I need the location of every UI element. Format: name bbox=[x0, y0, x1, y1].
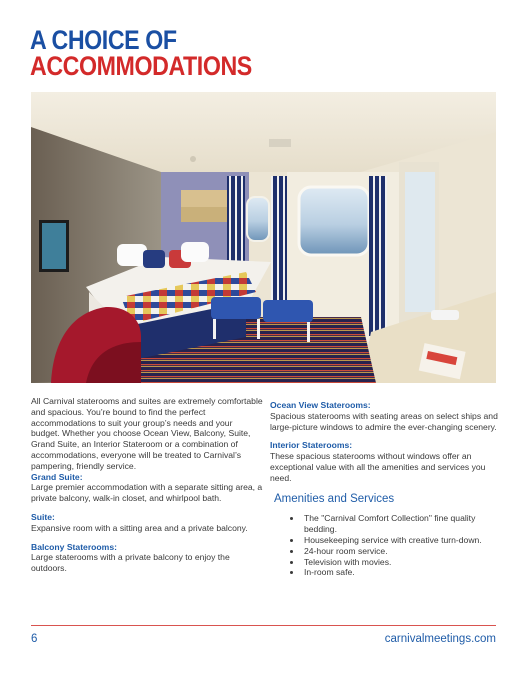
room-ocean-view bbox=[270, 400, 502, 432]
room-title: Interior Staterooms: bbox=[270, 440, 353, 451]
room-description: Large staterooms with a private balcony to enjoy the outdoors. bbox=[31, 552, 230, 574]
room-suite bbox=[31, 512, 263, 534]
amenities-title: Amenities and Services bbox=[274, 492, 395, 505]
intro-paragraph: All Carnival staterooms and suites are extremely comfortable and spacious. You’re bound to find the perfect accommodations to suit your group’s needs and your budget. Whether you choose Ocean View, Balcony, Suite, Grand Suite, an Interior Stateroom or a combination of accommodations, everyone will be treated to Carnival’s pampering, friendly service. bbox=[31, 396, 263, 471]
right-column bbox=[270, 400, 502, 578]
room-balcony bbox=[31, 542, 263, 574]
room-description: These spacious staterooms without windows offer an exceptional value with all the amenities and services you need. bbox=[270, 451, 486, 483]
list-item: • 24-hour room service. bbox=[302, 546, 502, 557]
amenities-list bbox=[270, 513, 502, 578]
stateroom-photo bbox=[31, 92, 496, 383]
page-heading bbox=[30, 27, 252, 79]
room-description: Large premier accommodation with a separate sitting area, a private balcony, walk-in closet, and whirlpool bath. bbox=[31, 482, 263, 504]
list-item: • In-room safe. bbox=[302, 567, 502, 578]
list-item: • The "Carnival Comfort Collection" fine quality bedding. bbox=[302, 513, 502, 535]
room-title: Suite: bbox=[31, 511, 55, 522]
website-link[interactable]: carnivalmeetings.com bbox=[384, 633, 496, 645]
room-description: Expansive room with a sitting area and a private balcony. bbox=[31, 522, 248, 533]
page-number: 6 bbox=[31, 633, 38, 645]
footer-rule bbox=[31, 625, 496, 626]
room-grand-suite bbox=[31, 472, 263, 504]
room-title: Balcony Staterooms: bbox=[31, 541, 117, 552]
room-title: Ocean View Staterooms: bbox=[270, 400, 371, 410]
heading-line-2: ACCOMMODATIONS bbox=[30, 51, 252, 81]
heading-line-1: A CHOICE OF bbox=[30, 25, 177, 55]
list-item: • Housekeeping service with creative turn-down. bbox=[302, 535, 502, 546]
room-interior bbox=[270, 440, 502, 483]
room-title: Grand Suite: bbox=[31, 471, 83, 482]
left-column bbox=[31, 396, 263, 582]
room-description: Spacious staterooms with seating areas on select ships and large-picture windows to admire the ever-changing scenery. bbox=[270, 410, 498, 432]
list-item: • Television with movies. bbox=[302, 557, 502, 568]
